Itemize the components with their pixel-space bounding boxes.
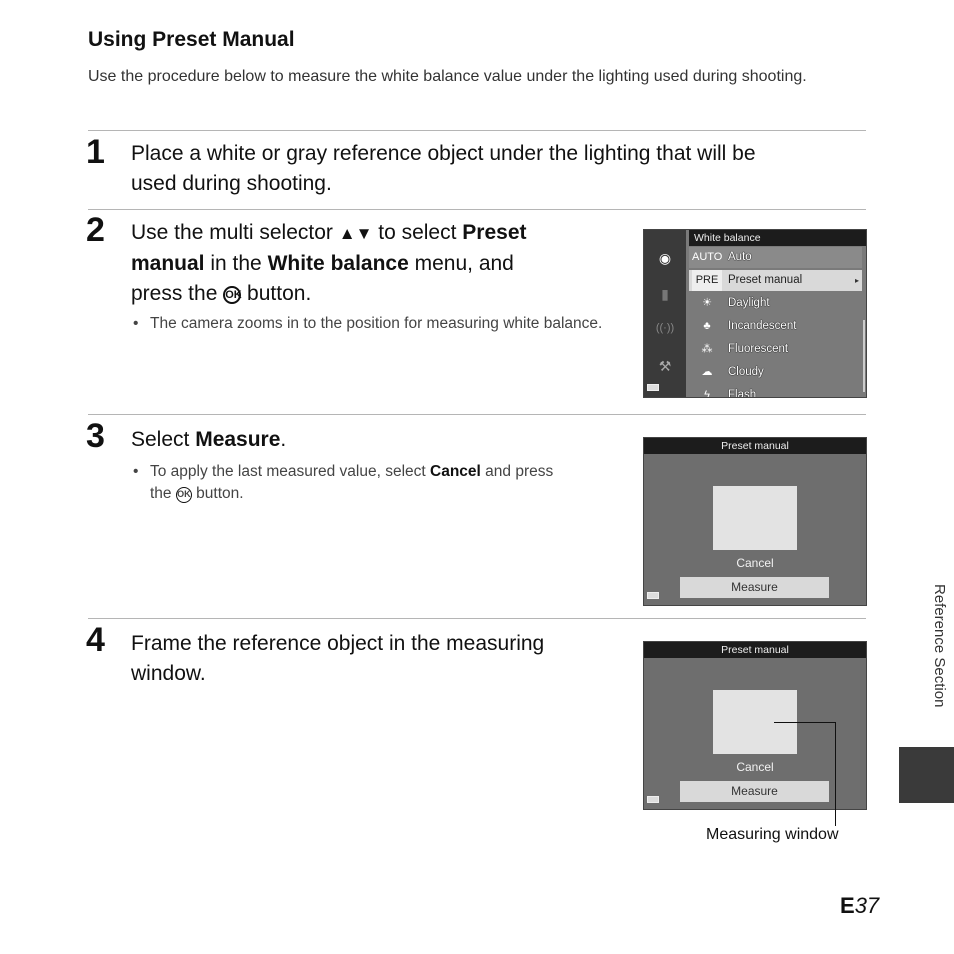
divider <box>88 618 866 619</box>
text: button. <box>241 282 312 305</box>
text: Select <box>131 428 196 451</box>
bold-text: Measure <box>195 428 281 451</box>
battery-icon <box>647 796 659 803</box>
step-3-bullet <box>133 461 608 507</box>
ok-button-icon: OK <box>176 487 192 503</box>
wrench-icon: ⚒ <box>658 358 672 374</box>
ok-button-icon: OK <box>223 286 241 304</box>
sun-icon: ☀ <box>702 297 712 309</box>
text: Use the multi selector <box>131 221 339 244</box>
reference-e-icon: E <box>840 893 855 918</box>
bullet-text: The camera zooms in to the position for measuring white balance. <box>150 315 603 332</box>
step-4-line-2: window. <box>131 662 206 685</box>
step-2-line-2 <box>131 249 611 279</box>
menu-item-label: Cloudy <box>728 366 764 378</box>
flash-icon: ϟ <box>704 389 710 398</box>
step-2-text <box>131 218 611 309</box>
bulb-icon: ♣ <box>703 320 711 332</box>
callout-line <box>774 722 836 723</box>
text: press the <box>131 282 224 305</box>
preset-icon: PRE <box>692 270 722 291</box>
step-2-line-3 <box>131 279 611 309</box>
screen-title: Preset manual <box>644 438 866 454</box>
bullet-icon: • <box>133 315 139 332</box>
menu-icons-column <box>644 230 686 397</box>
preset-manual-screen <box>643 437 867 606</box>
menu-item-daylight[interactable] <box>689 293 862 314</box>
scrollbar <box>863 320 865 392</box>
menu-item-incandescent[interactable] <box>689 316 862 337</box>
menu-item-label: Flash <box>728 389 757 398</box>
bold-text: White balance <box>267 252 409 275</box>
step-number: 1 <box>86 133 105 171</box>
section-tab <box>899 747 954 803</box>
cloud-icon: ☁ <box>701 366 713 378</box>
text: menu, and <box>408 252 514 275</box>
step-number: 2 <box>86 211 105 249</box>
battery-icon <box>647 592 659 599</box>
bold-text: manual <box>131 252 205 275</box>
divider <box>88 414 866 415</box>
white-balance-screen <box>643 229 867 398</box>
callout-label: Measuring window <box>706 826 839 843</box>
divider <box>88 130 866 131</box>
menu-item-flash[interactable] <box>689 385 862 398</box>
camera-icon: ◉ <box>658 250 672 266</box>
callout-line <box>835 722 836 826</box>
step-number: 4 <box>86 621 105 659</box>
text: . <box>280 428 287 451</box>
menu-item-preset-manual[interactable] <box>689 270 862 291</box>
step-3-text <box>131 425 286 455</box>
menu-item-auto[interactable] <box>689 247 862 268</box>
menu-item-fluorescent[interactable] <box>689 339 862 360</box>
measure-option[interactable]: Measure <box>680 577 829 598</box>
step-1-line-2: used during shooting. <box>131 172 332 195</box>
text: to select <box>372 221 463 244</box>
text: and press <box>480 463 554 480</box>
movie-icon: ▮ <box>661 286 669 302</box>
fluorescent-icon: ⁂ <box>701 343 713 355</box>
battery-icon <box>647 384 659 391</box>
step-1-line-1: Place a white or gray reference object under the lighting that will be <box>131 142 756 165</box>
step-2-bullet <box>133 313 603 359</box>
wireless-icon: ((·)) <box>655 322 675 334</box>
menu-item-label: Incandescent <box>728 320 797 332</box>
step-2-line-1 <box>131 218 611 249</box>
step-number: 3 <box>86 417 105 455</box>
menu-item-label: Fluorescent <box>728 343 789 355</box>
step-1-text <box>131 139 756 199</box>
auto-icon: AUTO <box>692 251 723 263</box>
measuring-window <box>713 486 797 550</box>
menu-item-label: Auto <box>728 251 752 263</box>
menu-item-label: Preset manual <box>728 274 803 286</box>
divider <box>88 209 866 210</box>
bold-text: Cancel <box>430 463 481 480</box>
cancel-option[interactable]: Cancel <box>736 556 774 570</box>
text: To apply the last measured value, select <box>150 463 431 480</box>
page-number-value: 37 <box>854 893 880 918</box>
screen-title: White balance <box>689 230 866 246</box>
bullet-icon: • <box>133 463 139 480</box>
text: the <box>150 485 176 502</box>
bullet-text <box>150 461 610 505</box>
measure-option[interactable]: Measure <box>680 781 829 802</box>
section-side-label: Reference Section <box>931 584 948 708</box>
menu-item-label: Daylight <box>728 297 770 309</box>
menu-item-cloudy[interactable] <box>689 362 862 383</box>
intro-paragraph: Use the procedure below to measure the white balance value under the lighting used during shooting. <box>88 68 807 85</box>
step-4-line-1: Frame the reference object in the measuring <box>131 632 545 655</box>
text: button. <box>191 485 244 502</box>
submenu-arrow-icon: ▸ <box>854 276 859 285</box>
step-4-text <box>131 629 544 689</box>
multi-selector-arrows-icon: ▲▼ <box>338 224 373 243</box>
section-heading: Using Preset Manual <box>88 28 295 51</box>
bold-text: Preset <box>462 221 527 244</box>
cancel-option[interactable]: Cancel <box>736 760 774 774</box>
preset-manual-screen <box>643 641 867 810</box>
screen-title: Preset manual <box>644 642 866 658</box>
page-number <box>840 893 879 919</box>
text: in the <box>204 252 268 275</box>
